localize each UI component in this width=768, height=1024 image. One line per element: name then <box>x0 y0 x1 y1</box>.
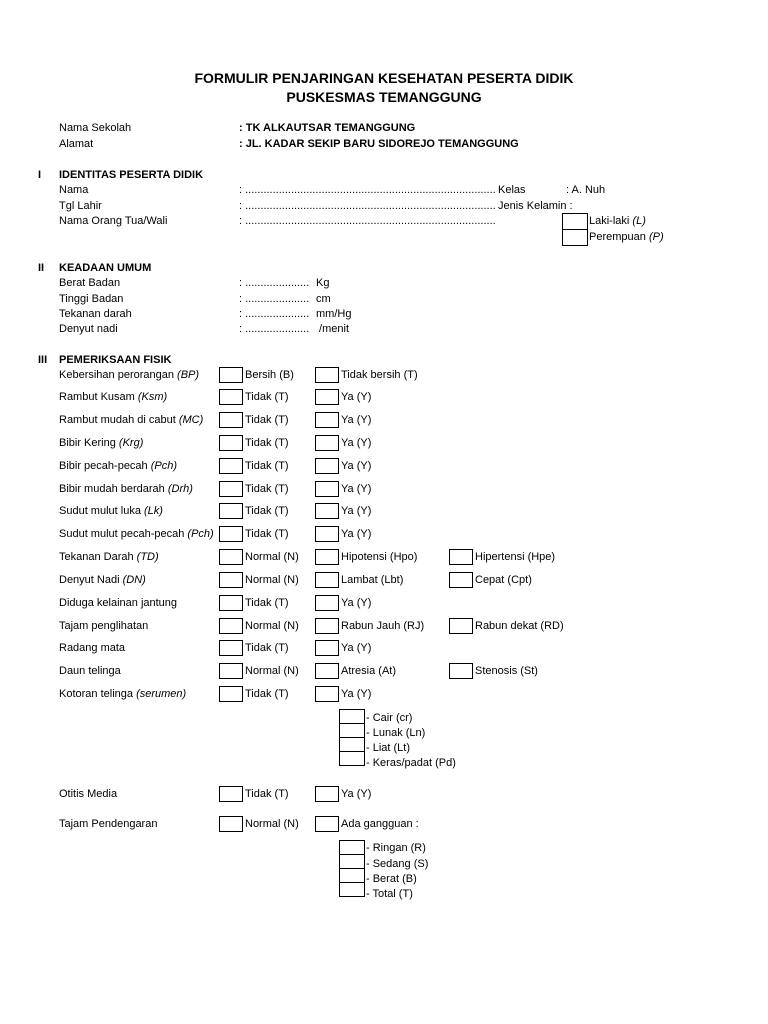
option-label-bersih-b: Bersih (B) <box>245 369 294 381</box>
option-label-tidak-t: Tidak (T) <box>245 528 289 540</box>
serumen-keras-label: - Keras/padat (Pd) <box>366 757 456 769</box>
option-label-normal-n: Normal (N) <box>245 665 299 677</box>
option-label-stenosis-st: Stenosis (St) <box>475 665 538 677</box>
checkbox-ya-y[interactable] <box>315 786 339 802</box>
option-label-ya-y: Ya (Y) <box>341 437 372 449</box>
form-title: FORMULIR PENJARINGAN KESEHATAN PESERTA DIDIK <box>194 70 574 86</box>
option-label-ya-y: Ya (Y) <box>341 414 372 426</box>
option-label-atresia-at: Atresia (At) <box>341 665 397 677</box>
option-label-normal-n: Normal (N) <box>245 574 299 586</box>
checkbox-laki-laki[interactable] <box>562 213 588 230</box>
orang-tua-field[interactable]: : .................................................................................. <box>239 215 496 227</box>
tekanan-darah-unit: mm/Hg <box>316 308 352 320</box>
exam-row-label-diduga-kelainan-jantung: Diduga kelainan jantung <box>59 597 178 609</box>
exam-row-label-bibir-kering: Bibir Kering (Krg) <box>59 437 144 449</box>
checkbox-tidak-t[interactable] <box>219 526 243 542</box>
exam-row-label-sudut-mulut-luka: Sudut mulut luka (Lk) <box>59 505 163 517</box>
exam-row-label-tajam-penglihatan: Tajam penglihatan <box>59 620 149 632</box>
denyut-nadi-unit: /menit <box>316 323 350 335</box>
option-label-normal-n: Normal (N) <box>245 818 299 830</box>
exam-row-label-bibir-mudah-berdarah: Bibir mudah berdarah (Drh) <box>59 483 193 495</box>
perempuan-label: Perempuan (P) <box>589 231 664 243</box>
checkbox-ya-y[interactable] <box>315 686 339 702</box>
option-label-normal-n: Normal (N) <box>245 620 299 632</box>
gangguan-checkboxes <box>339 840 365 897</box>
option-label-normal-n: Normal (N) <box>245 551 299 563</box>
checkbox-tidak-t[interactable] <box>219 481 243 497</box>
tinggi-badan-unit: cm <box>316 293 331 305</box>
checkbox-hipertensi-hpe[interactable] <box>449 549 473 565</box>
section2-title: KEADAAN UMUM <box>59 262 152 274</box>
checkbox-ya-y[interactable] <box>315 412 339 428</box>
checkbox-tidak-t[interactable] <box>219 640 243 656</box>
option-label-rabun-jauh-rj: Rabun Jauh (RJ) <box>341 620 425 632</box>
berat-badan-unit: Kg <box>316 277 330 289</box>
checkbox-normal-n[interactable] <box>219 663 243 679</box>
option-label-ya-y: Ya (Y) <box>341 505 372 517</box>
option-label-tidak-t: Tidak (T) <box>245 642 289 654</box>
gangguan-ringan-label: - Ringan (R) <box>366 842 426 854</box>
exam-row-label-rambut-mudah-di-cabut: Rambut mudah di cabut (MC) <box>59 414 204 426</box>
tinggi-badan-label: Tinggi Badan <box>59 293 124 305</box>
berat-badan-field[interactable]: : ..................... <box>239 277 310 289</box>
checkbox-ya-y[interactable] <box>315 481 339 497</box>
checkbox-ya-y[interactable] <box>315 458 339 474</box>
checkbox-ringan[interactable] <box>339 840 365 855</box>
checkbox-ya-y[interactable] <box>315 640 339 656</box>
checkbox-tidak-t[interactable] <box>219 503 243 519</box>
checkbox-bersih-b[interactable] <box>219 367 243 383</box>
exam-row-label-rambut-kusam: Rambut Kusam (Ksm) <box>59 391 168 403</box>
tgl-lahir-field[interactable]: : .................................................................................. <box>239 200 496 212</box>
checkbox-tidak-t[interactable] <box>219 786 243 802</box>
checkbox-ada-gangguan[interactable] <box>315 816 339 832</box>
option-label-tidak-bersih-t: Tidak bersih (T) <box>341 369 418 381</box>
school-name-label: Nama Sekolah <box>59 122 132 134</box>
serumen-lunak-label: - Lunak (Ln) <box>366 727 426 739</box>
option-label-ya-y: Ya (Y) <box>341 597 372 609</box>
exam-row-label-denyut-nadi: Denyut Nadi (DN) <box>59 574 146 586</box>
checkbox-atresia-at[interactable] <box>315 663 339 679</box>
checkbox-lunak[interactable] <box>339 723 365 738</box>
section3-number: III <box>38 354 48 366</box>
checkbox-ya-y[interactable] <box>315 595 339 611</box>
checkbox-ya-y[interactable] <box>315 503 339 519</box>
checkbox-ya-y[interactable] <box>315 435 339 451</box>
option-label-ya-y: Ya (Y) <box>341 528 372 540</box>
school-address-label: Alamat <box>59 138 94 150</box>
checkbox-perempuan[interactable] <box>562 229 588 246</box>
serumen-checkboxes <box>339 709 365 766</box>
exam-row-label-daun-telinga: Daun telinga <box>59 665 121 677</box>
gangguan-sedang-label: - Sedang (S) <box>366 858 429 870</box>
tekanan-darah-label: Tekanan darah <box>59 308 132 320</box>
checkbox-cair[interactable] <box>339 709 365 724</box>
option-label-cepat-cpt: Cepat (Cpt) <box>475 574 532 586</box>
serumen-liat-label: - Liat (Lt) <box>366 742 411 754</box>
option-label-tidak-t: Tidak (T) <box>245 788 289 800</box>
school-address-value: : JL. KADAR SEKIP BARU SIDOREJO TEMANGGUNG <box>239 138 519 150</box>
checkbox-liat[interactable] <box>339 737 365 752</box>
checkbox-keras-padat[interactable] <box>339 751 365 766</box>
checkbox-tidak-t[interactable] <box>219 686 243 702</box>
exam-row-label-sudut-mulut-pecah-pecah: Sudut mulut pecah-pecah (Pch) <box>59 528 214 540</box>
gangguan-berat-label: - Berat (B) <box>366 873 417 885</box>
exam-row-label-radang-mata: Radang mata <box>59 642 126 654</box>
option-label-ya-y: Ya (Y) <box>341 460 372 472</box>
checkbox-ya-y[interactable] <box>315 526 339 542</box>
option-label-tidak-t: Tidak (T) <box>245 437 289 449</box>
option-label-tidak-t: Tidak (T) <box>245 391 289 403</box>
checkbox-normal-n[interactable] <box>219 816 243 832</box>
option-label-hipotensi-hpo: Hipotensi (Hpo) <box>341 551 418 563</box>
denyut-nadi-field[interactable]: : ..................... <box>239 323 310 335</box>
serumen-cair-label: - Cair (cr) <box>366 712 413 724</box>
option-label-hipertensi-hpe: Hipertensi (Hpe) <box>475 551 556 563</box>
checkbox-tidak-t[interactable] <box>219 595 243 611</box>
checkbox-hipotensi-hpo[interactable] <box>315 549 339 565</box>
option-label-ya-y: Ya (Y) <box>341 788 372 800</box>
checkbox-tidak-t[interactable] <box>219 435 243 451</box>
option-label-ya-y: Ya (Y) <box>341 483 372 495</box>
section1-title: IDENTITAS PESERTA DIDIK <box>59 169 204 181</box>
checkbox-berat[interactable] <box>339 868 365 883</box>
checkbox-tidak-t[interactable] <box>219 458 243 474</box>
section2-number: II <box>38 262 45 274</box>
option-label-tidak-t: Tidak (T) <box>245 688 289 700</box>
exam-row-label-bibir-pecah-pecah: Bibir pecah-pecah (Pch) <box>59 460 178 472</box>
checkbox-total[interactable] <box>339 882 365 897</box>
tinggi-badan-field[interactable]: : ..................... <box>239 293 310 305</box>
checkbox-normal-n[interactable] <box>219 549 243 565</box>
orang-tua-label: Nama Orang Tua/Wali <box>59 215 168 227</box>
checkbox-normal-n[interactable] <box>219 618 243 634</box>
option-label-tidak-t: Tidak (T) <box>245 597 289 609</box>
exam-row-label-otitis-media: Otitis Media <box>59 788 118 800</box>
section3-title: PEMERIKSAAN FISIK <box>59 354 172 366</box>
form-subtitle: PUSKESMAS TEMANGGUNG <box>286 89 482 105</box>
denyut-nadi-label: Denyut nadi <box>59 323 118 335</box>
checkbox-tidak-t[interactable] <box>219 389 243 405</box>
section1-number: I <box>38 169 42 181</box>
checkbox-tidak-bersih-t[interactable] <box>315 367 339 383</box>
gangguan-total-label: - Total (T) <box>366 888 413 900</box>
school-name-value: : TK ALKAUTSAR TEMANGGUNG <box>239 122 416 134</box>
option-label-ya-y: Ya (Y) <box>341 688 372 700</box>
kelas-label: Kelas <box>498 184 526 196</box>
checkbox-normal-n[interactable] <box>219 572 243 588</box>
checkbox-rabun-jauh-rj[interactable] <box>315 618 339 634</box>
checkbox-ya-y[interactable] <box>315 389 339 405</box>
option-label-tidak-t: Tidak (T) <box>245 483 289 495</box>
berat-badan-label: Berat Badan <box>59 277 121 289</box>
option-label-tidak-t: Tidak (T) <box>245 505 289 517</box>
nama-field[interactable]: : .................................................................................. <box>239 184 496 196</box>
checkbox-lambat-lbt[interactable] <box>315 572 339 588</box>
checkbox-stenosis-st[interactable] <box>449 663 473 679</box>
laki-laki-label: Laki-laki (L) <box>589 215 646 227</box>
checkbox-rabun-dekat-rd[interactable] <box>449 618 473 634</box>
option-label-tidak-t: Tidak (T) <box>245 460 289 472</box>
exam-row-label-tekanan-darah: Tekanan Darah (TD) <box>59 551 159 563</box>
nama-label: Nama <box>59 184 89 196</box>
exam-row-label-kebersihan-perorangan: Kebersihan perorangan (BP) <box>59 369 200 381</box>
option-label-ya-y: Ya (Y) <box>341 642 372 654</box>
kelas-value: : A. Nuh <box>566 184 606 196</box>
exam-row-label-kotoran-telinga: Kotoran telinga (serumen) <box>59 688 187 700</box>
checkbox-cepat-cpt[interactable] <box>449 572 473 588</box>
option-label-rabun-dekat-rd: Rabun dekat (RD) <box>475 620 564 632</box>
option-label-lambat-lbt: Lambat (Lbt) <box>341 574 404 586</box>
jenis-kelamin-label: Jenis Kelamin : <box>498 200 573 212</box>
option-label-ada-gangguan: Ada gangguan : <box>341 818 419 830</box>
option-label-tidak-t: Tidak (T) <box>245 414 289 426</box>
checkbox-sedang[interactable] <box>339 854 365 869</box>
tgl-lahir-label: Tgl Lahir <box>59 200 102 212</box>
tekanan-darah-field[interactable]: : ..................... <box>239 308 310 320</box>
checkbox-tidak-t[interactable] <box>219 412 243 428</box>
option-label-ya-y: Ya (Y) <box>341 391 372 403</box>
exam-row-label-tajam-pendengaran: Tajam Pendengaran <box>59 818 158 830</box>
